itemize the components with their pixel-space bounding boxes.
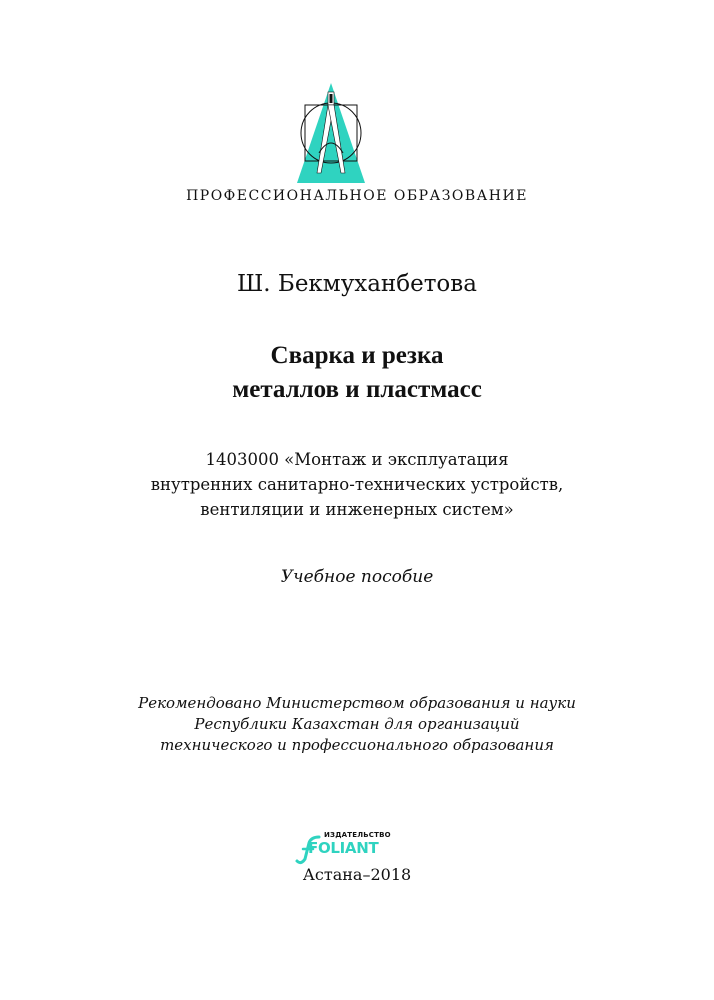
- book-title-line-1: Сварка и резка: [270, 342, 444, 369]
- publisher-label: ИЗДАТЕЛЬСТВО: [324, 831, 391, 839]
- specialty-line-3: вентиляции и инженерных систем»: [200, 500, 514, 519]
- specialty-line-1: 1403000 «Монтаж и эксплуатация: [205, 450, 509, 469]
- specialty-text: [0, 447, 714, 522]
- book-title-line-2: металлов и пластмасс: [232, 376, 482, 403]
- place-and-year: Астана–2018: [302, 865, 412, 884]
- book-title: [0, 339, 714, 407]
- recommendation-line-3: технического и профессионального образования: [160, 736, 554, 754]
- series-title: ПРОФЕССИОНАЛЬНОЕ ОБРАЗОВАНИЕ: [186, 188, 528, 204]
- specialty-line-2: внутренних санитарно-технических устройств,: [150, 475, 564, 494]
- recommendation-line-2: Республики Казахстан для организаций: [194, 715, 520, 733]
- publisher-name: FOLIANT: [308, 839, 379, 857]
- document-type: Учебное пособие: [280, 567, 434, 587]
- recommendation-text: [0, 693, 714, 756]
- compass-triangle-circle-logo: [297, 83, 365, 187]
- author-name: Ш. Бекмуханбетова: [237, 271, 477, 297]
- recommendation-line-1: Рекомендовано Министерством образования и науки: [138, 694, 576, 712]
